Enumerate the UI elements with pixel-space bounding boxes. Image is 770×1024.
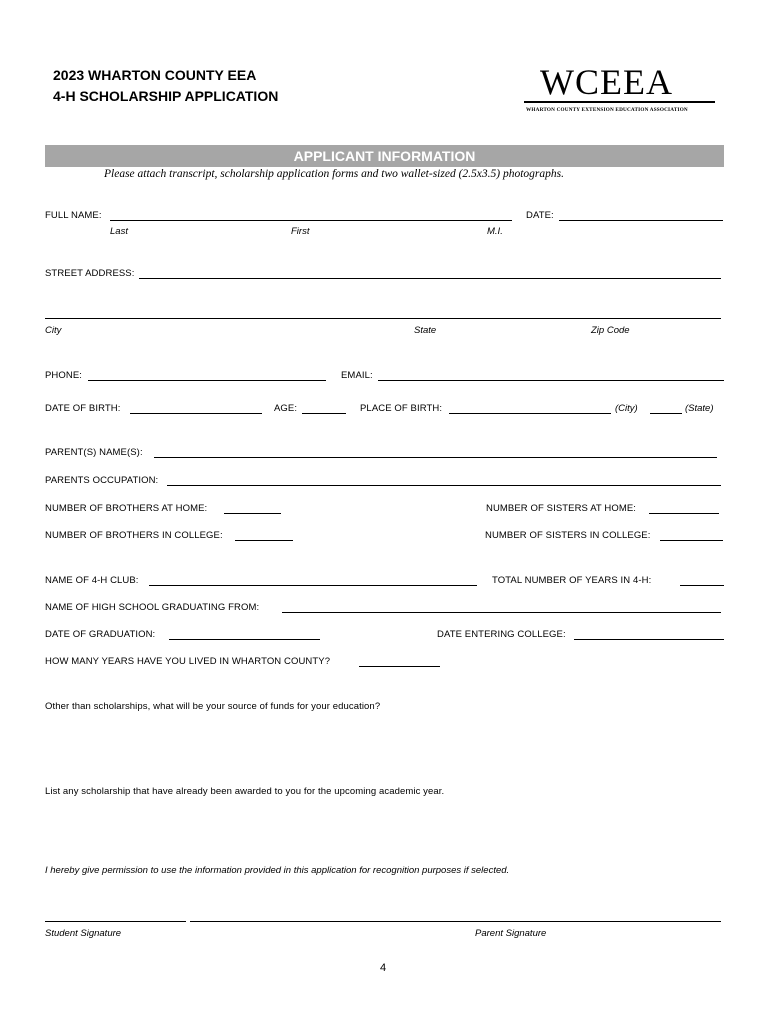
years-county-label: HOW MANY YEARS HAVE YOU LIVED IN WHARTON COUNTY? (45, 656, 331, 667)
parent-signature-field[interactable] (190, 921, 721, 922)
street-address-field[interactable] (139, 278, 721, 279)
dob-field[interactable] (130, 413, 262, 414)
brothers-home-field[interactable] (224, 513, 281, 514)
email-field[interactable] (378, 380, 724, 381)
brothers-home-label: NUMBER OF BROTHERS AT HOME: (45, 503, 208, 514)
section-banner: APPLICANT INFORMATION (45, 145, 724, 167)
logo-subtitle: WHARTON COUNTY EXTENSION EDUCATION ASSOCIATION (526, 107, 688, 113)
zip-caption: Zip Code (591, 325, 630, 336)
club-name-field[interactable] (149, 585, 477, 586)
full-name-label: FULL NAME: (45, 210, 102, 221)
middle-initial-caption: M.I. (487, 226, 503, 237)
sisters-home-label: NUMBER OF SISTERS AT HOME: (486, 503, 637, 514)
college-entry-field[interactable] (574, 639, 724, 640)
pob-city-caption: (City) (615, 403, 638, 414)
sisters-college-label: NUMBER OF SISTERS IN COLLEGE: (485, 530, 651, 541)
student-signature-field[interactable] (45, 921, 186, 922)
state-caption: State (414, 325, 437, 336)
college-entry-label: DATE ENTERING COLLEGE: (437, 629, 566, 640)
graduation-date-label: DATE OF GRADUATION: (45, 629, 156, 640)
parents-names-field[interactable] (154, 457, 717, 458)
street-address-label: STREET ADDRESS: (45, 268, 135, 279)
brothers-college-field[interactable] (235, 540, 293, 541)
age-label: AGE: (274, 403, 298, 414)
student-signature-caption: Student Signature (45, 928, 122, 939)
parents-occupation-label: PARENTS OCCUPATION: (45, 475, 159, 486)
first-name-caption: First (291, 226, 310, 237)
date-field[interactable] (559, 220, 723, 221)
scholarships-question: List any scholarship that have already been awarded to you for the upcoming academic year. (45, 786, 445, 797)
age-field[interactable] (302, 413, 346, 414)
graduation-date-field[interactable] (169, 639, 320, 640)
sisters-college-field[interactable] (660, 540, 723, 541)
pob-state-caption: (State) (685, 403, 714, 414)
page-number: 4 (380, 962, 387, 974)
phone-field[interactable] (88, 380, 326, 381)
place-of-birth-state-field[interactable] (650, 413, 682, 414)
logo-wordmark: WCEEA (540, 62, 673, 102)
last-name-caption: Last (110, 226, 128, 237)
email-label: EMAIL: (341, 370, 373, 381)
parents-names-label: PARENT(S) NAME(S): (45, 447, 143, 458)
high-school-field[interactable] (282, 612, 721, 613)
place-of-birth-city-field[interactable] (449, 413, 611, 414)
address-line-2-field[interactable] (45, 318, 721, 319)
phone-label: PHONE: (45, 370, 83, 381)
high-school-label: NAME OF HIGH SCHOOL GRADUATING FROM: (45, 602, 260, 613)
sisters-home-field[interactable] (649, 513, 719, 514)
years-county-field[interactable] (359, 666, 440, 667)
permission-statement: I hereby give permission to use the information provided in this application for recognition purposes if selected. (45, 865, 510, 876)
city-caption: City (45, 325, 62, 336)
parents-occupation-field[interactable] (167, 485, 721, 486)
full-name-field[interactable] (110, 220, 512, 221)
place-of-birth-label: PLACE OF BIRTH: (360, 403, 443, 414)
brothers-college-label: NUMBER OF BROTHERS IN COLLEGE: (45, 530, 223, 541)
attachment-note: Please attach transcript, scholarship application forms and two wallet-sized (2.5x3.5) photographs. (104, 168, 564, 180)
logo-rule (524, 101, 715, 103)
form-title-line1: 2023 WHARTON COUNTY EEA (53, 67, 257, 83)
club-name-label: NAME OF 4-H CLUB: (45, 575, 139, 586)
years-4h-field[interactable] (680, 585, 724, 586)
years-4h-label: TOTAL NUMBER OF YEARS IN 4-H: (492, 575, 652, 586)
parent-signature-caption: Parent Signature (475, 928, 547, 939)
dob-label: DATE OF BIRTH: (45, 403, 121, 414)
funds-question: Other than scholarships, what will be your source of funds for your education? (45, 701, 381, 712)
form-title-line2: 4-H SCHOLARSHIP APPLICATION (53, 88, 279, 104)
date-label: DATE: (526, 210, 554, 221)
